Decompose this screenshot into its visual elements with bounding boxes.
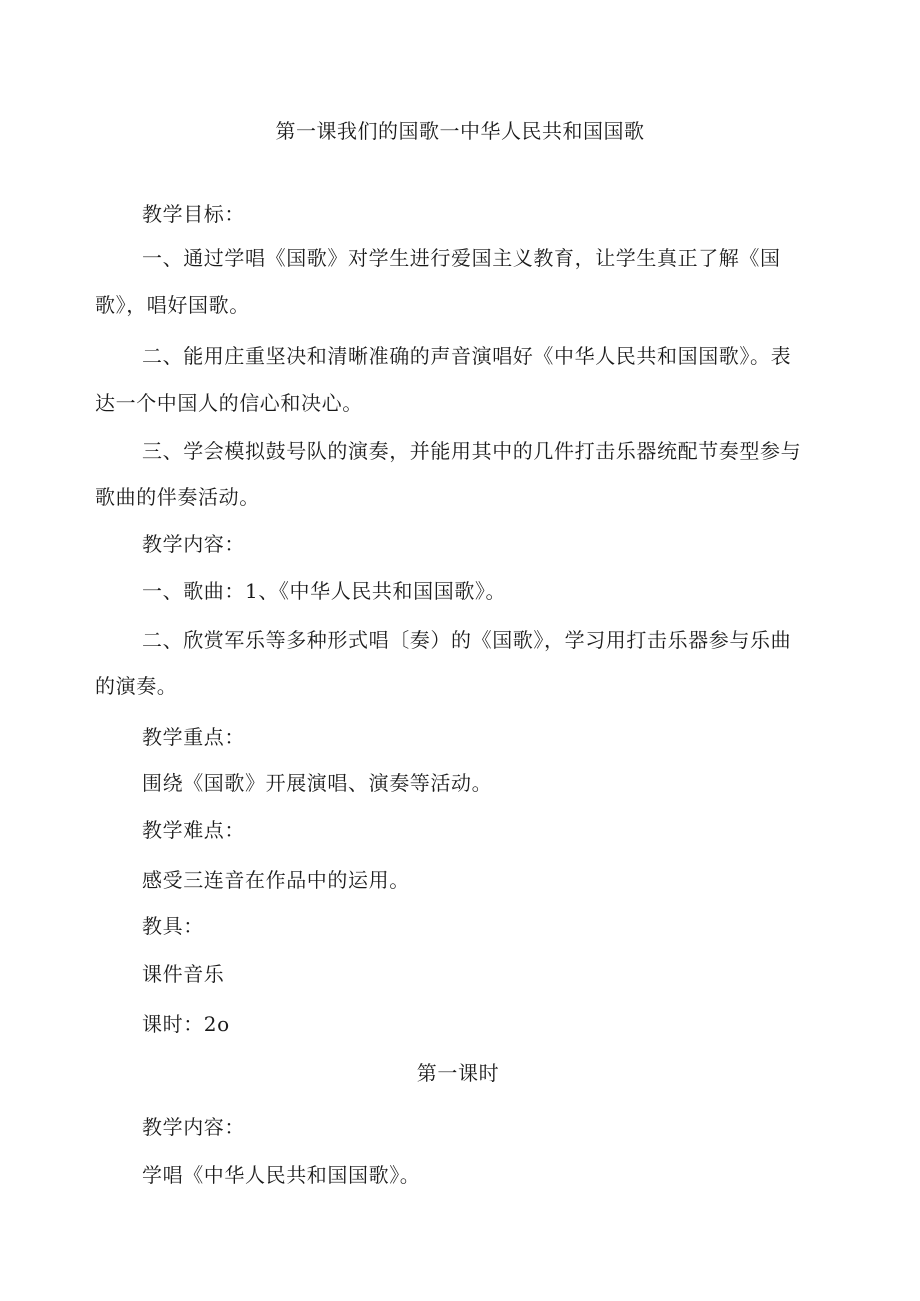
document-title: 第一课我们的国歌一中华人民共和国国歌 bbox=[275, 119, 645, 143]
objective-3-line-2: 歌曲的伴奏活动。 bbox=[95, 485, 260, 509]
teaching-tools-heading: 教具： bbox=[142, 914, 204, 938]
objective-1-line-1: 一、通过学唱《国歌》对学生进行爱国主义教育，让学生真正了解《国 bbox=[142, 246, 781, 270]
objective-1-line-2: 歌》，唱好国歌。 bbox=[95, 293, 250, 317]
content-item-2-line-2: 的演奏。 bbox=[95, 674, 178, 698]
teaching-tools-text: 课件音乐 bbox=[142, 962, 225, 986]
objective-2-line-2: 达一个中国人的信心和决心。 bbox=[95, 391, 363, 415]
key-points-heading: 教学重点： bbox=[142, 725, 245, 749]
class-hours: 课时：2o bbox=[142, 1012, 230, 1036]
lesson-1-content-text: 学唱《中华人民共和国国歌》。 bbox=[142, 1163, 421, 1187]
lesson-1-heading: 第一课时 bbox=[416, 1061, 500, 1085]
objective-2-line-1: 二、能用庄重坚决和清晰准确的声音演唱好《中华人民共和国国歌》。表 bbox=[142, 344, 792, 368]
difficulty-text: 感受三连音在作品中的运用。 bbox=[142, 868, 410, 892]
key-points-text: 围绕《国歌》开展演唱、演奏等活动。 bbox=[142, 771, 493, 795]
lesson-1-content-heading: 教学内容： bbox=[142, 1115, 245, 1139]
content-item-2-line-1: 二、欣赏军乐等多种形式唱〔奏）的《国歌》，学习用打击乐器参与乐曲 bbox=[142, 628, 792, 652]
objectives-heading: 教学目标： bbox=[142, 202, 245, 226]
content-heading: 教学内容： bbox=[142, 532, 245, 556]
objective-3-line-1: 三、学会模拟鼓号队的演奏，并能用其中的几件打击乐器统配节奏型参与 bbox=[142, 439, 802, 463]
difficulty-heading: 教学难点： bbox=[142, 818, 245, 842]
content-item-1: 一、歌曲：1、《中华人民共和国国歌》。 bbox=[142, 579, 507, 603]
